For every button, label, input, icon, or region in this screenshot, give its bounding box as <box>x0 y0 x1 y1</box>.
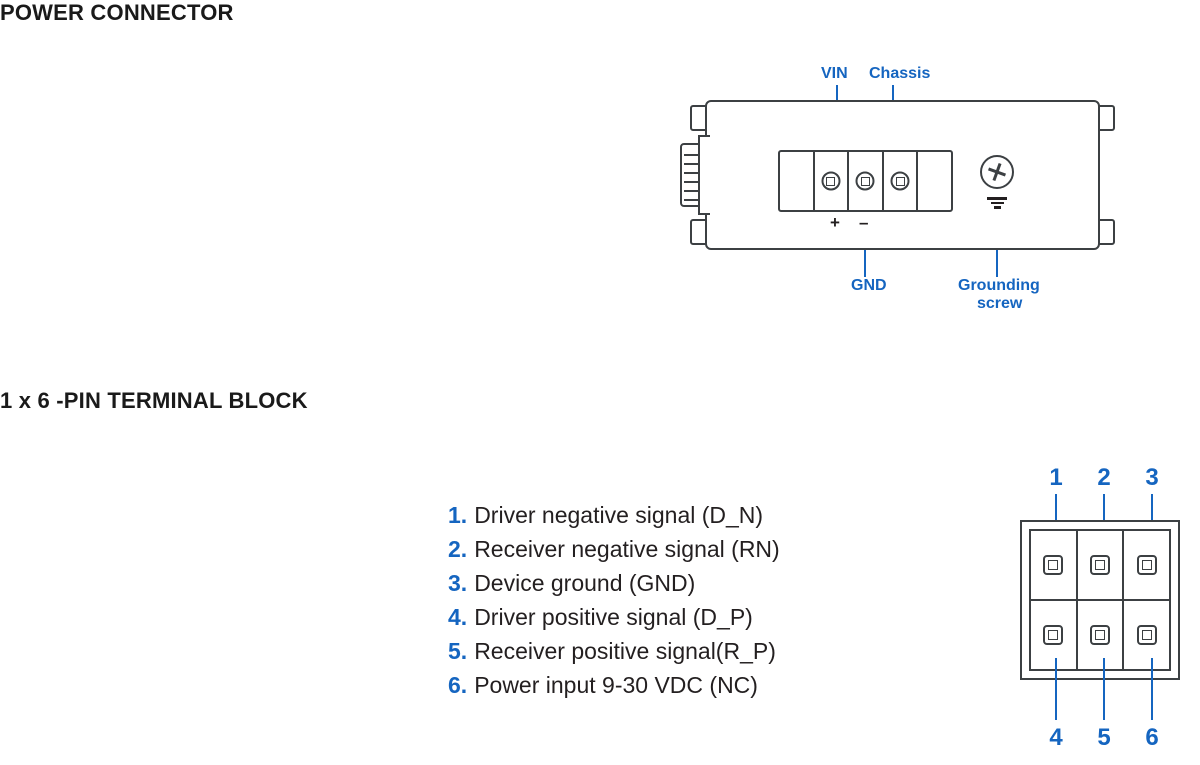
leader-line-pin-5 <box>1103 658 1105 720</box>
symbol-minus: – <box>859 213 869 232</box>
symbol-plus: + <box>830 213 840 232</box>
terminal-screw-icon <box>1137 625 1157 645</box>
list-item <box>448 668 918 702</box>
pin-number: 1. <box>448 502 468 528</box>
terminal-cell-2 <box>1078 531 1125 599</box>
terminal-pin-label-3: 3 <box>1145 464 1159 491</box>
label-gnd: GND <box>851 277 887 294</box>
terminal-block-top-row <box>1031 531 1169 601</box>
label-grounding-screw-line2: screw <box>977 295 1023 312</box>
pin-number: 3. <box>448 570 468 596</box>
terminal-pin-label-2: 2 <box>1097 464 1111 491</box>
terminal-screw-icon <box>1090 625 1110 645</box>
pin-number: 6. <box>448 672 468 698</box>
label-vin: VIN <box>821 65 848 82</box>
power-terminal-block <box>778 150 953 212</box>
pin-number: 5. <box>448 638 468 664</box>
terminal-cell-1 <box>1031 531 1078 599</box>
leader-line-pin-4 <box>1055 658 1057 720</box>
terminal-slot-vin <box>815 152 850 210</box>
pin-description: Receiver positive signal(R_P) <box>474 638 776 664</box>
terminal-block-body <box>1020 520 1180 680</box>
terminal-screw-icon <box>1043 555 1063 575</box>
terminal-slot-chassis <box>884 152 919 210</box>
pin-description: Device ground (GND) <box>474 570 696 596</box>
label-grounding-screw-line1: Grounding <box>958 277 1040 294</box>
list-item <box>448 634 918 668</box>
terminal-screw-icon <box>821 172 840 191</box>
terminal-slot-blank <box>780 152 815 210</box>
terminal-screw-icon <box>891 172 910 191</box>
list-item <box>448 600 918 634</box>
pin-description: Receiver negative signal (RN) <box>474 536 780 562</box>
pin-description: Driver negative signal (D_N) <box>474 502 764 528</box>
terminal-slot-blank-right <box>918 152 951 210</box>
pin-number: 2. <box>448 536 468 562</box>
symbol-earth-ground-icon <box>985 195 1009 211</box>
leader-line-pin-6 <box>1151 658 1153 720</box>
terminal-pin-label-6: 6 <box>1145 724 1159 751</box>
pin-description-list <box>448 498 918 702</box>
pin-description: Driver positive signal (D_P) <box>474 604 753 630</box>
terminal-screw-icon <box>856 172 875 191</box>
terminal-block-diagram <box>1000 458 1200 765</box>
list-item <box>448 498 918 532</box>
terminal-pin-label-4: 4 <box>1049 724 1063 751</box>
terminal-pin-label-1: 1 <box>1049 464 1063 491</box>
list-item <box>448 566 918 600</box>
terminal-cell-5 <box>1078 601 1125 669</box>
terminal-block-bottom-row <box>1031 601 1169 669</box>
terminal-screw-icon <box>1090 555 1110 575</box>
terminal-cell-6 <box>1124 601 1169 669</box>
terminal-screw-icon <box>1137 555 1157 575</box>
terminal-cell-3 <box>1124 531 1169 599</box>
grounding-screw-icon <box>980 155 1014 189</box>
terminal-pin-label-5: 5 <box>1097 724 1111 751</box>
power-connector-diagram <box>640 55 1180 325</box>
connector-neck <box>698 135 710 215</box>
list-item <box>448 532 918 566</box>
terminal-slot-gnd <box>849 152 884 210</box>
terminal-screw-icon <box>1043 625 1063 645</box>
page-title-power-connector: POWER CONNECTOR <box>0 0 234 25</box>
page-title-terminal-block: 1 x 6 -PIN TERMINAL BLOCK <box>0 388 308 413</box>
pin-description: Power input 9-30 VDC (NC) <box>474 672 758 698</box>
label-chassis: Chassis <box>869 65 931 82</box>
pin-number: 4. <box>448 604 468 630</box>
